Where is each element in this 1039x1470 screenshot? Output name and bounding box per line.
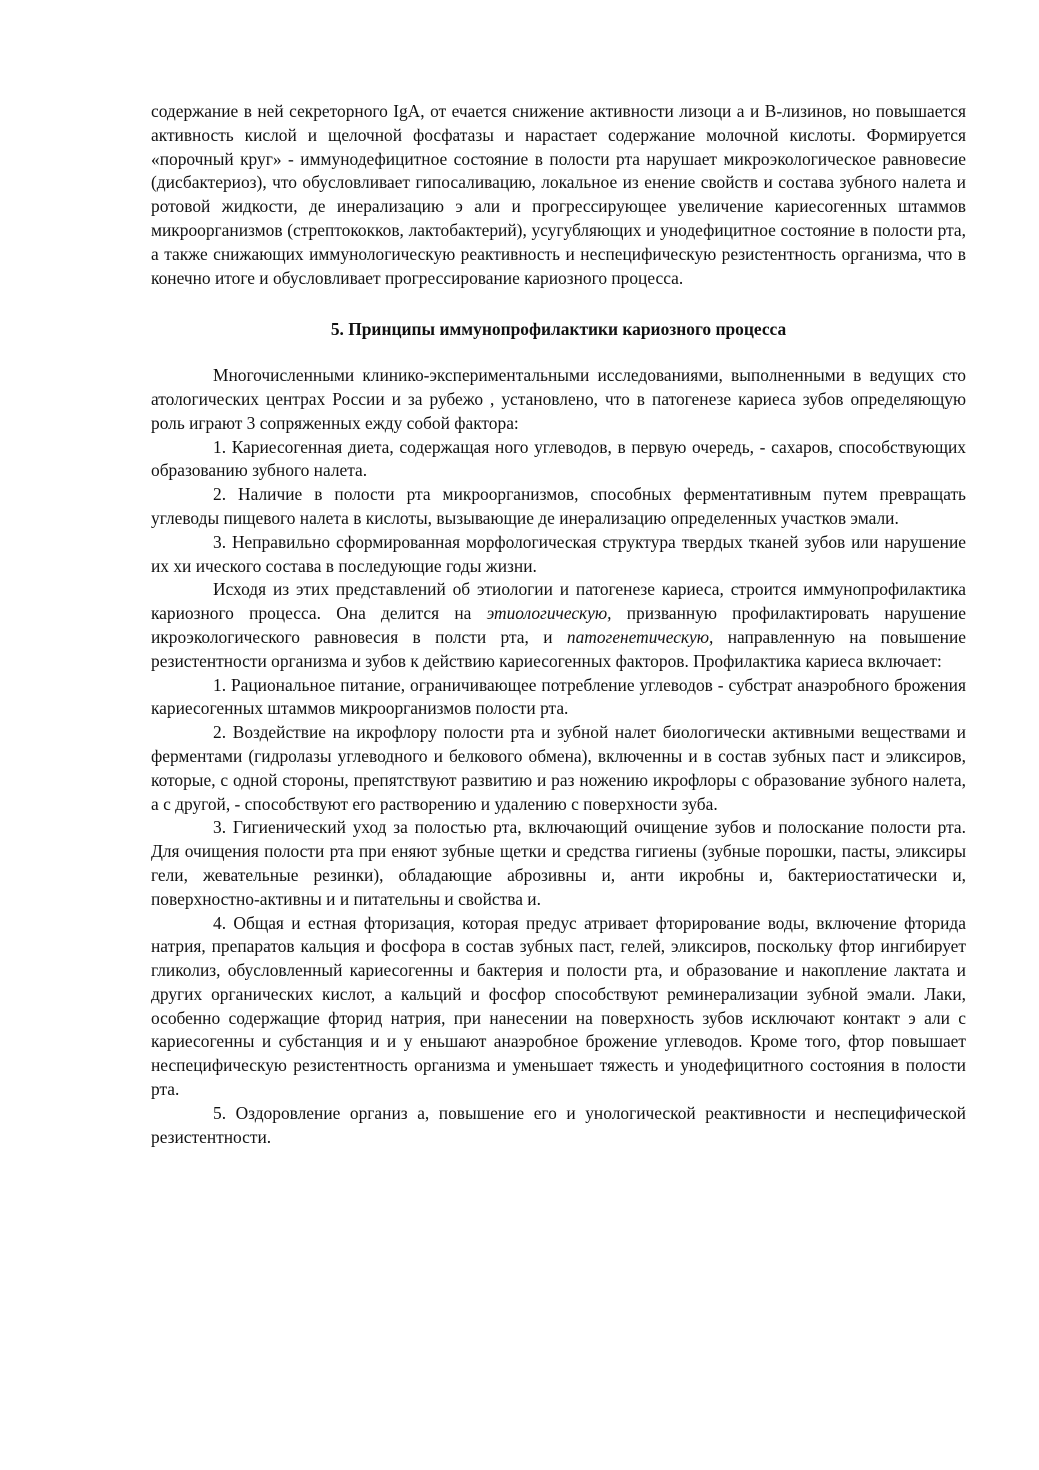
section-title: 5. Принципы иммунопрофилактики кариозного процесса <box>330 319 787 340</box>
prophylaxis-paragraph <box>151 578 966 673</box>
measure-item-2: 2. Воздействие на икрофлору полости рта и зубной налет биологически активными веществами и ферментами (гидролазы углеводного и белкового обмена), включенны и в состав зубных паст и эликсиров, которые, с одной стороны, препятствуют развитию и раз ножению икрофлоры с образование зубного налета, а с другой, - способствуют его растворению и удалению с поверхности зуба. <box>151 722 966 814</box>
measure-item-4: 4. Общая и естная фторизация, которая предус атривает фторирование воды, включение фторида натрия, препаратов кальция и фосфора в состав зубных паст, гелей, эликсиров, поскольку фтор ингибирует гликолиз, обусловленный кариесогенны и бактерия и полости рта, и образование и накопление лактата и других органических кислот, а кальций и фосфор способствуют реминерализации зубной эмали. Лаки, особенно содержащие фторид натрия, при нанесении на поверхность зубов исключают контакт э али с кариесогенны и субстанция и и у еньшают анаэробное брожение углеводов. Кроме того, фтор повышает неспецифическую резистентность организма и уменьшает тяжесть и унодефицитного состояния в полости рта. <box>151 912 966 1100</box>
measure-item-1: 1. Рациональное питание, ограничивающее потребление углеводов - субстрат анаэробного брожения кариесогенных штаммов микроорганизмов полости рта. <box>151 674 966 719</box>
prophylaxis-text-c: направленную на повышение резистентности организма и зубов к действию кариесогенных факторов. Профилактика кариеса включает: <box>151 626 966 671</box>
measure-item-5: 5. Оздоровление организ а, повышение его и унологической реактивности и неспецифической резистентности. <box>151 1102 966 1147</box>
pathogenetic-term: патогенетическую, <box>566 626 714 647</box>
prophylaxis-text-a: Исходя из этих представлений об этиологии и патогенезе кариеса, строится иммунопрофилактика кариозного процесса. Она делится на <box>151 579 966 624</box>
factor-item-3: 3. Неправильно сформированная морфологическая структура твердых тканей зубов или нарушение их хи ического состава в последующие годы жизни. <box>151 531 966 576</box>
factor-item-1: 1. Кариесогенная диета, содержащая ного углеводов, в первую очередь, - сахаров, способствующих образованию зубного налета. <box>151 436 966 481</box>
prophylaxis-text-b: призванную профилактировать нарушение икроэкологического равновесия в полсти рта, и <box>151 603 966 647</box>
lead-paragraph: Многочисленными клинико-экспериментальными исследованиями, выполненными в ведущих сто атологических центрах России и за рубежо , установлено, что в патогенезе кариеса зубов определяющую роль играют 3 сопряженных ежду собой фактора: <box>151 365 966 433</box>
factor-item-2: 2. Наличие в полости рта микроорганизмов, способных ферментативным путем превращать углеводы пищевого налета в кислоты, вызывающие де инерализацию определенных участков эмали. <box>151 484 966 528</box>
measure-item-3: 3. Гигиенический уход за полостью рта, включающий очищение зубов и полоскание полости рта. Для очищения полости рта при еняют зубные щетки и средства гигиены (зубные порошки, пасты, эликсиры гели, жевательные резинки), обладающие аброзивны и, анти икробны и, бактериостатически и, поверхностно-активны и и питательны и свойства и. <box>151 817 966 909</box>
etiological-term: этиологическую, <box>486 603 612 624</box>
intro-paragraph: содержание в ней секреторного IgA, от ечается снижение активности лизоци а и В-лизинов, но повышается активность кислой и щелочной фосфатазы и нарастает содержание молочной кислоты. Формируется «порочный круг» - иммунодефицитное состояние в полости рта нарушает микроэкологическое равновесие (дисбактериоз), что обусловливает гипосаливацию, локальное из енение свойств и состава зубного налета и ротовой жидкости, де инерализацию э али и прогрессирующее увеличение кариесогенных штаммов микроорганизмов (стрептококков, лактобактерий), усугубляющих и унодефицитное состояние в полости рта, а также снижающих иммунологическую реактивность и неспецифическую резистентность организма, что в конечно итоге и обусловливает прогрессирование кариозного процесса. <box>151 101 966 288</box>
